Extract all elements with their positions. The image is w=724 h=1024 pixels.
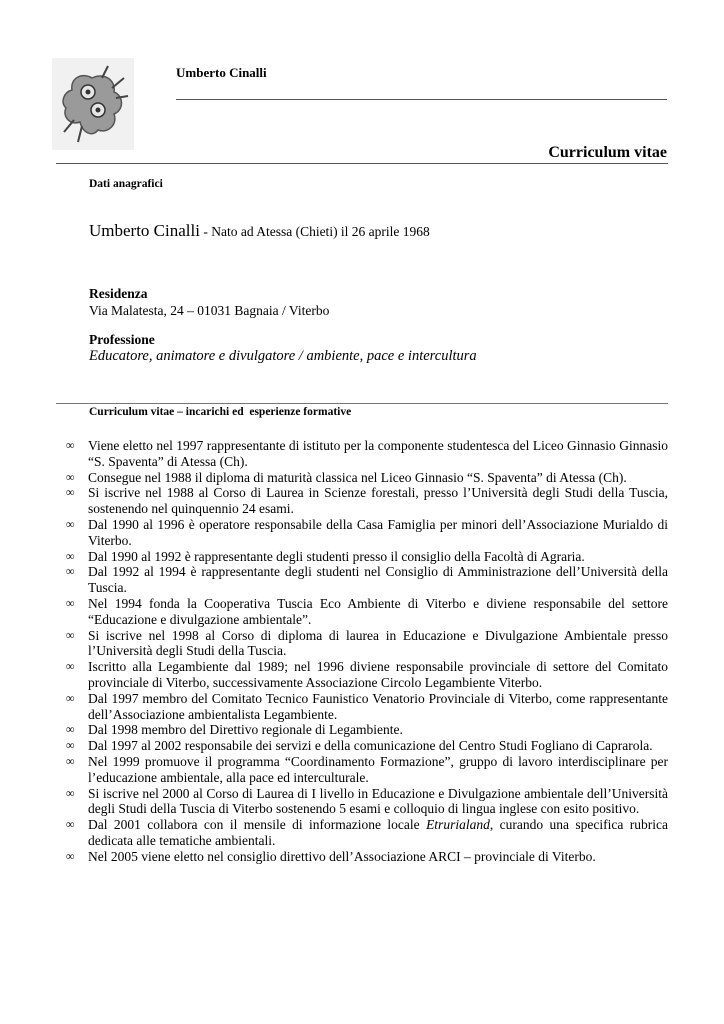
- birth-info: - Nato ad Atessa (Chieti) il 26 aprile 1968: [199, 224, 430, 239]
- list-item: [66, 470, 668, 486]
- list-item-text-start: Dal 2001 collabora con il mensile di informazione locale: [88, 817, 427, 833]
- document-title: Curriculum vitae: [548, 144, 667, 161]
- section-label-experience: Curriculum vitae – incarichi ed esperienze formative: [89, 406, 352, 418]
- list-item: [66, 485, 668, 517]
- header-author-name: Umberto Cinalli: [176, 65, 267, 80]
- list-item: [66, 786, 668, 818]
- infinity-bullet-icon: ∞: [66, 722, 75, 737]
- list-item-text: Dal 1997 al 2002 responsabile dei servizi e della comunicazione del Centro Studi Fogliano di Caprarola.: [88, 738, 653, 754]
- profession-heading: Professione: [89, 332, 155, 347]
- publication-name: Etrurialand: [426, 817, 490, 833]
- infinity-bullet-icon: ∞: [66, 753, 75, 768]
- list-item: [66, 754, 668, 786]
- infinity-bullet-icon: ∞: [66, 848, 75, 863]
- list-item-text: Si iscrive nel 1998 al Corso di diploma di laurea in Educazione e Divulgazione Ambientale presso l’Università degli Studi della Tuscia.: [88, 627, 668, 659]
- list-item-text: Viene eletto nel 1997 rappresentante di istituto per la componente studentesca del Liceo Ginnasio Ginnasio “S. Spaventa” di Atessa (Ch).: [88, 438, 668, 469]
- section-label-personal: Dati anagrafici: [89, 178, 163, 190]
- infinity-bullet-icon: ∞: [66, 469, 75, 484]
- list-item-text: [88, 817, 668, 848]
- list-item-text: Nel 2005 viene eletto nel consiglio direttivo dell’Associazione ARCI – provinciale di Viterbo.: [88, 848, 596, 864]
- list-item: [66, 628, 668, 660]
- infinity-bullet-icon: ∞: [66, 564, 75, 579]
- list-item: [66, 438, 668, 470]
- stylized-figure-logo: [52, 58, 134, 150]
- list-item: [66, 738, 668, 754]
- list-item: [66, 817, 668, 849]
- header-divider: [176, 99, 667, 100]
- infinity-bullet-icon: ∞: [66, 485, 75, 500]
- list-item-text: Dal 1998 membro del Direttivo regionale di Legambiente.: [88, 722, 403, 738]
- profession-text: Educatore, animatore e divulgatore / ambiente, pace e intercultura: [89, 348, 477, 364]
- title-divider: [56, 163, 668, 164]
- list-item: [66, 849, 668, 865]
- infinity-bullet-icon: ∞: [66, 438, 75, 452]
- infinity-bullet-icon: ∞: [66, 627, 75, 642]
- infinity-bullet-icon: ∞: [66, 548, 75, 563]
- infinity-bullet-icon: ∞: [66, 817, 75, 832]
- list-item-text: Nel 1999 promuove il programma “Coordinamento Formazione”, gruppo di lavoro interdisciplinare per l’educazione ambientale, alla pace ed interculturale.: [88, 753, 668, 785]
- list-item-text: Dal 1997 membro del Comitato Tecnico Faunistico Venatorio Provinciale di Viterbo, come rappresentante dell’Associazione ambientalista Legambiente.: [88, 690, 668, 722]
- list-item-text-end: , curando una specifica rubrica dedicata alle tematiche ambientali.: [88, 817, 668, 848]
- residence-address: Via Malatesta, 24 – 01031 Bagnaia / Viterbo: [89, 303, 330, 318]
- person-name: Umberto Cinalli: [89, 221, 200, 240]
- list-item: [66, 596, 668, 628]
- list-item: [66, 659, 668, 691]
- infinity-bullet-icon: ∞: [66, 738, 75, 753]
- infinity-bullet-icon: ∞: [66, 785, 75, 800]
- list-item: [66, 517, 668, 549]
- list-item-text: Dal 1990 al 1992 è rappresentante degli studenti presso il consiglio della Facoltà di Agraria.: [88, 548, 585, 564]
- list-item: [66, 691, 668, 723]
- infinity-bullet-icon: ∞: [66, 690, 75, 705]
- list-item: [66, 722, 668, 738]
- residence-heading: Residenza: [89, 286, 148, 301]
- section-divider: [56, 403, 668, 404]
- list-item-text: Si iscrive nel 1988 al Corso di Laurea in Scienze forestali, presso l’Università degli Studi della Tuscia, sostenendo nel quinquennio 24 esami.: [88, 485, 668, 517]
- list-item: [66, 549, 668, 565]
- personal-name-line: [89, 221, 430, 241]
- list-item-text: Nel 1994 fonda la Cooperativa Tuscia Eco Ambiente di Viterbo e diviene responsabile del settore “Educazione e divulgazione ambientale”.: [88, 595, 668, 627]
- infinity-bullet-icon: ∞: [66, 516, 75, 531]
- experience-list: [66, 438, 668, 865]
- infinity-bullet-icon: ∞: [66, 595, 75, 610]
- infinity-bullet-icon: ∞: [66, 659, 75, 674]
- list-item-text: Dal 1990 al 1996 è operatore responsabile della Casa Famiglia per minori dell’Associazione Murialdo di Viterbo.: [88, 516, 668, 548]
- list-item-text: Si iscrive nel 2000 al Corso di Laurea di I livello in Educazione e Divulgazione ambientale dell’Università degli Studi della Tuscia di Viterbo sostenendo 5 esami e colloquio di lingua inglese con esito positivo.: [88, 785, 668, 817]
- list-item-text: Iscritto alla Legambiente dal 1989; nel 1996 diviene responsabile provinciale di settore del Comitato provinciale di Viterbo, successivamente Associazione Circolo Legambiente Viterbo.: [88, 659, 668, 690]
- list-item-text: Dal 1992 al 1994 è rappresentante degli studenti nel Consiglio di Amministrazione dell’Università della Tuscia.: [88, 564, 668, 596]
- list-item-text: Consegue nel 1988 il diploma di maturità classica nel Liceo Ginnasio “S. Spaventa” di Atessa (Ch).: [88, 469, 627, 485]
- list-item: [66, 564, 668, 596]
